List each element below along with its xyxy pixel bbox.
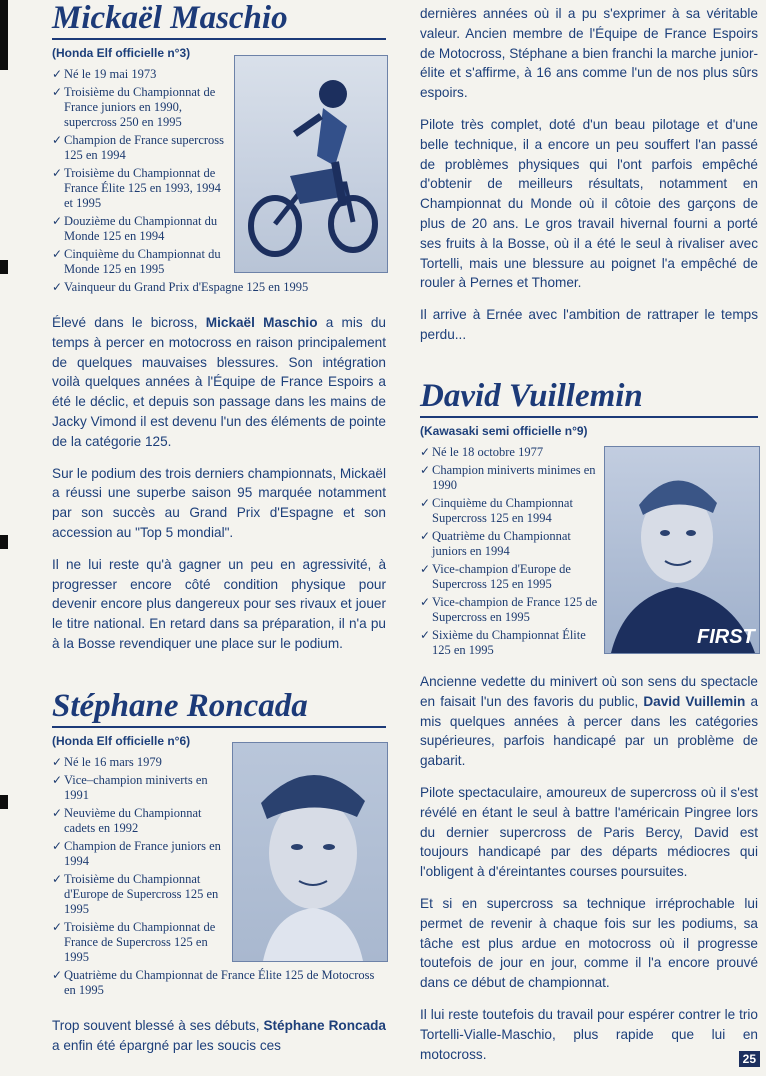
fact-item: ✓ Champion de France supercross 125 en 1994 — [52, 133, 225, 162]
roncada-continued-paragraph-1: dernières années où il a pu s'exprimer à sa véritable valeur. Ancien membre de l'Équipe de France Espoirs de Motocross, Stéphane a bien franchi la marche junior-élite et s'affirme, à 16 ans comme l'un de nos plus sûrs espoirs. — [420, 6, 758, 101]
checkmark-icon: ✓ — [52, 67, 63, 81]
roncada-continued-paragraph-2: Pilote très complet, doté d'un beau pilotage et d'une belle technique, il a encore un peu souffert l'an passé de problèmes physiques qui l'ont parfois empêché d'obtenir de meilleurs résultats, notamment en Championnat du Monde où il côtoie des garçons de plus de 20 ans. Le gros travail hivernal fourni a porté ses fruits à la Bosse, où il a été le seul à rivaliser avec Tortelli, mais une blessure au poignet l'a empêché de rouler à Pernes et Thomer. — [420, 116, 758, 291]
maschio-paragraph-1: Élevé dans le bicross, Mickaël Maschio a mis du temps à percer en motocross en raison principalement de quelques mauvaises blessures. Son intégration voilà quelques années à l'Équipe de France Espoirs a été le déclic, et depuis son passage dans les mains de Jacky Vimond il est devenu l'un des éléments de pointe de la catégorie 125. — [52, 315, 386, 449]
vuillemin-paragraph-2: Pilote spectaculaire, amoureux de supercross où il s'est révélé en étant le seul à battre l'américain Pingree lors du dernier supercross de Paris Bercy, David est toujours handicapé par des départs médiocres qui l'obligent à d'éreintantes courses poursuites. — [420, 784, 758, 880]
maschio-paragraph-2: Sur le podium des trois derniers championnats, Mickaël a réussi une superbe saison 95 marquée notamment par son succès au Grand Prix d'Espagne et son accession au "Top 5 mondial". — [52, 465, 386, 540]
facts-list-vuillemin — [420, 445, 600, 658]
binding-edge-mark — [0, 260, 8, 274]
vuillemin-paragraph-1: Ancienne vedette du minivert où son sens du spectacle en faisait l'un des favoris du public, David Vuillemin a mis quelques années à percer dans les catégories supérieures, parfois handicapé par un problème de gabarit. — [420, 674, 759, 769]
title-rule — [420, 416, 758, 418]
fact-item: ✓ Né le 19 mai 1973 — [52, 67, 157, 81]
facts-list-maschio — [52, 67, 232, 277]
fact-item: ✓ Troisième du Championnat d'Europe de Supercross 125 en 1995 — [52, 872, 219, 916]
rider-name-maschio: Mickaël Maschio — [52, 0, 288, 36]
checkmark-icon: ✓ — [420, 529, 431, 543]
maschio-motocross-photo — [234, 55, 388, 273]
title-rule — [52, 38, 386, 40]
portrait-illustration — [605, 447, 759, 653]
facts-list-roncada — [52, 755, 228, 965]
roncada-continued-paragraph-3: Il arrive à Ernée avec l'ambition de rattraper le temps perdu... — [420, 307, 758, 342]
checkmark-icon: ✓ — [52, 85, 63, 99]
team-vuillemin: (Kawasaki semi officielle n°9) — [420, 424, 588, 438]
fact-item: ✓ Quatrième du Championnat juniors en 1994 — [420, 529, 571, 558]
checkmark-icon: ✓ — [52, 920, 63, 934]
fact-item: ✓ Vice-champion d'Europe de Supercross 125 en 1995 — [420, 562, 571, 591]
helmet-sponsor-text: FIRST — [697, 626, 755, 648]
fact-item: ✓ Neuvième du Championnat cadets en 1992 — [52, 806, 202, 835]
motocross-rider-illustration — [235, 56, 387, 272]
checkmark-icon: ✓ — [52, 806, 63, 820]
fact-item: ✓ Né le 18 octobre 1977 — [420, 445, 544, 459]
checkmark-icon: ✓ — [52, 280, 63, 294]
fact-item: ✓ Vainqueur du Grand Prix d'Espagne 125 en 1995 — [52, 280, 309, 294]
checkmark-icon: ✓ — [420, 496, 431, 510]
fact-item: ✓ Cinquième du Championnat Supercross 125 en 1994 — [420, 496, 573, 525]
checkmark-icon: ✓ — [420, 445, 431, 459]
checkmark-icon: ✓ — [52, 247, 63, 261]
checkmark-icon: ✓ — [52, 755, 63, 769]
binding-edge-mark — [0, 0, 8, 70]
rider-name-vuillemin: David Vuillemin — [420, 378, 643, 414]
fact-item: ✓ Né le 16 mars 1979 — [52, 755, 162, 769]
fact-item: ✓ Vice–champion miniverts en 1991 — [52, 773, 208, 802]
fact-item: ✓ Troisième du Championnat de France juniors en 1990, supercross 250 en 1995 — [52, 85, 216, 129]
page-number: 25 — [739, 1051, 760, 1067]
checkmark-icon: ✓ — [52, 133, 63, 147]
checkmark-icon: ✓ — [52, 773, 63, 787]
maschio-paragraph-3: Il ne lui reste qu'à gagner un peu en agressivité, à progresser encore côté condition physique pour devenir encore plus dangereux pour ses rivaux et jouer le titre national. En retard dans sa préparation, il n'a pu à la Bosse revendiquer une place sur le podium. — [52, 556, 386, 651]
fact-item: ✓ Champion de France juniors en 1994 — [52, 839, 221, 868]
team-roncada: (Honda Elf officielle n°6) — [52, 734, 191, 748]
checkmark-icon: ✓ — [420, 562, 431, 576]
roncada-paragraph-1: Trop souvent blessé à ses débuts, Stéphane Roncada a enfin été épargné par les soucis ces — [52, 1018, 386, 1053]
checkmark-icon: ✓ — [52, 872, 63, 886]
right-column — [420, 4, 758, 357]
checkmark-icon: ✓ — [420, 595, 431, 609]
checkmark-icon: ✓ — [420, 463, 431, 477]
checkmark-icon: ✓ — [52, 968, 63, 982]
title-rule — [52, 726, 386, 728]
fact-item: ✓ Cinquième du Championnat du Monde 125 en 1995 — [52, 247, 221, 276]
fact-item: ✓ Vice-champion de France 125 de Supercross en 1995 — [420, 595, 598, 624]
checkmark-icon: ✓ — [52, 214, 63, 228]
fact-item: ✓ Troisième du Championnat de France de Supercross 125 en 1995 — [52, 920, 216, 964]
rider-name-roncada: Stéphane Roncada — [52, 688, 308, 724]
fact-item: ✓ Sixième du Championnat Élite 125 en 1995 — [420, 628, 586, 657]
binding-edge-mark — [0, 535, 8, 549]
binding-edge-mark — [0, 795, 8, 809]
vuillemin-paragraph-4: Il lui reste toutefois du travail pour espérer contrer le trio Tortelli-Vialle-Maschio, plus rapide que lui en motocross. — [420, 1006, 758, 1062]
fact-item: ✓ Douzième du Championnat du Monde 125 en 1994 — [52, 214, 218, 243]
fact-item: ✓ Troisième du Championnat de France Élite 125 en 1993, 1994 et 1995 — [52, 166, 221, 210]
vuillemin-paragraph-3: Et si en supercross sa technique irréprochable lui permet de revenir à chaque fois sur les podiums, sa tâche est plus ardue en motocross où il progresse toutefois de jour en jour, comme il l'a encore prouvé dans ce début de championnat. — [420, 895, 758, 991]
checkmark-icon: ✓ — [52, 166, 63, 180]
checkmark-icon: ✓ — [420, 628, 431, 642]
fact-item: ✓ Quatrième du Championnat de France Élite 125 de Motocross en 1995 — [52, 968, 375, 997]
checkmark-icon: ✓ — [52, 839, 63, 853]
vuillemin-portrait-photo — [604, 446, 760, 654]
portrait-illustration — [233, 743, 387, 961]
team-maschio: (Honda Elf officielle n°3) — [52, 46, 191, 60]
fact-item: ✓ Champion miniverts minimes en 1990 — [420, 463, 596, 492]
roncada-portrait-photo — [232, 742, 388, 962]
